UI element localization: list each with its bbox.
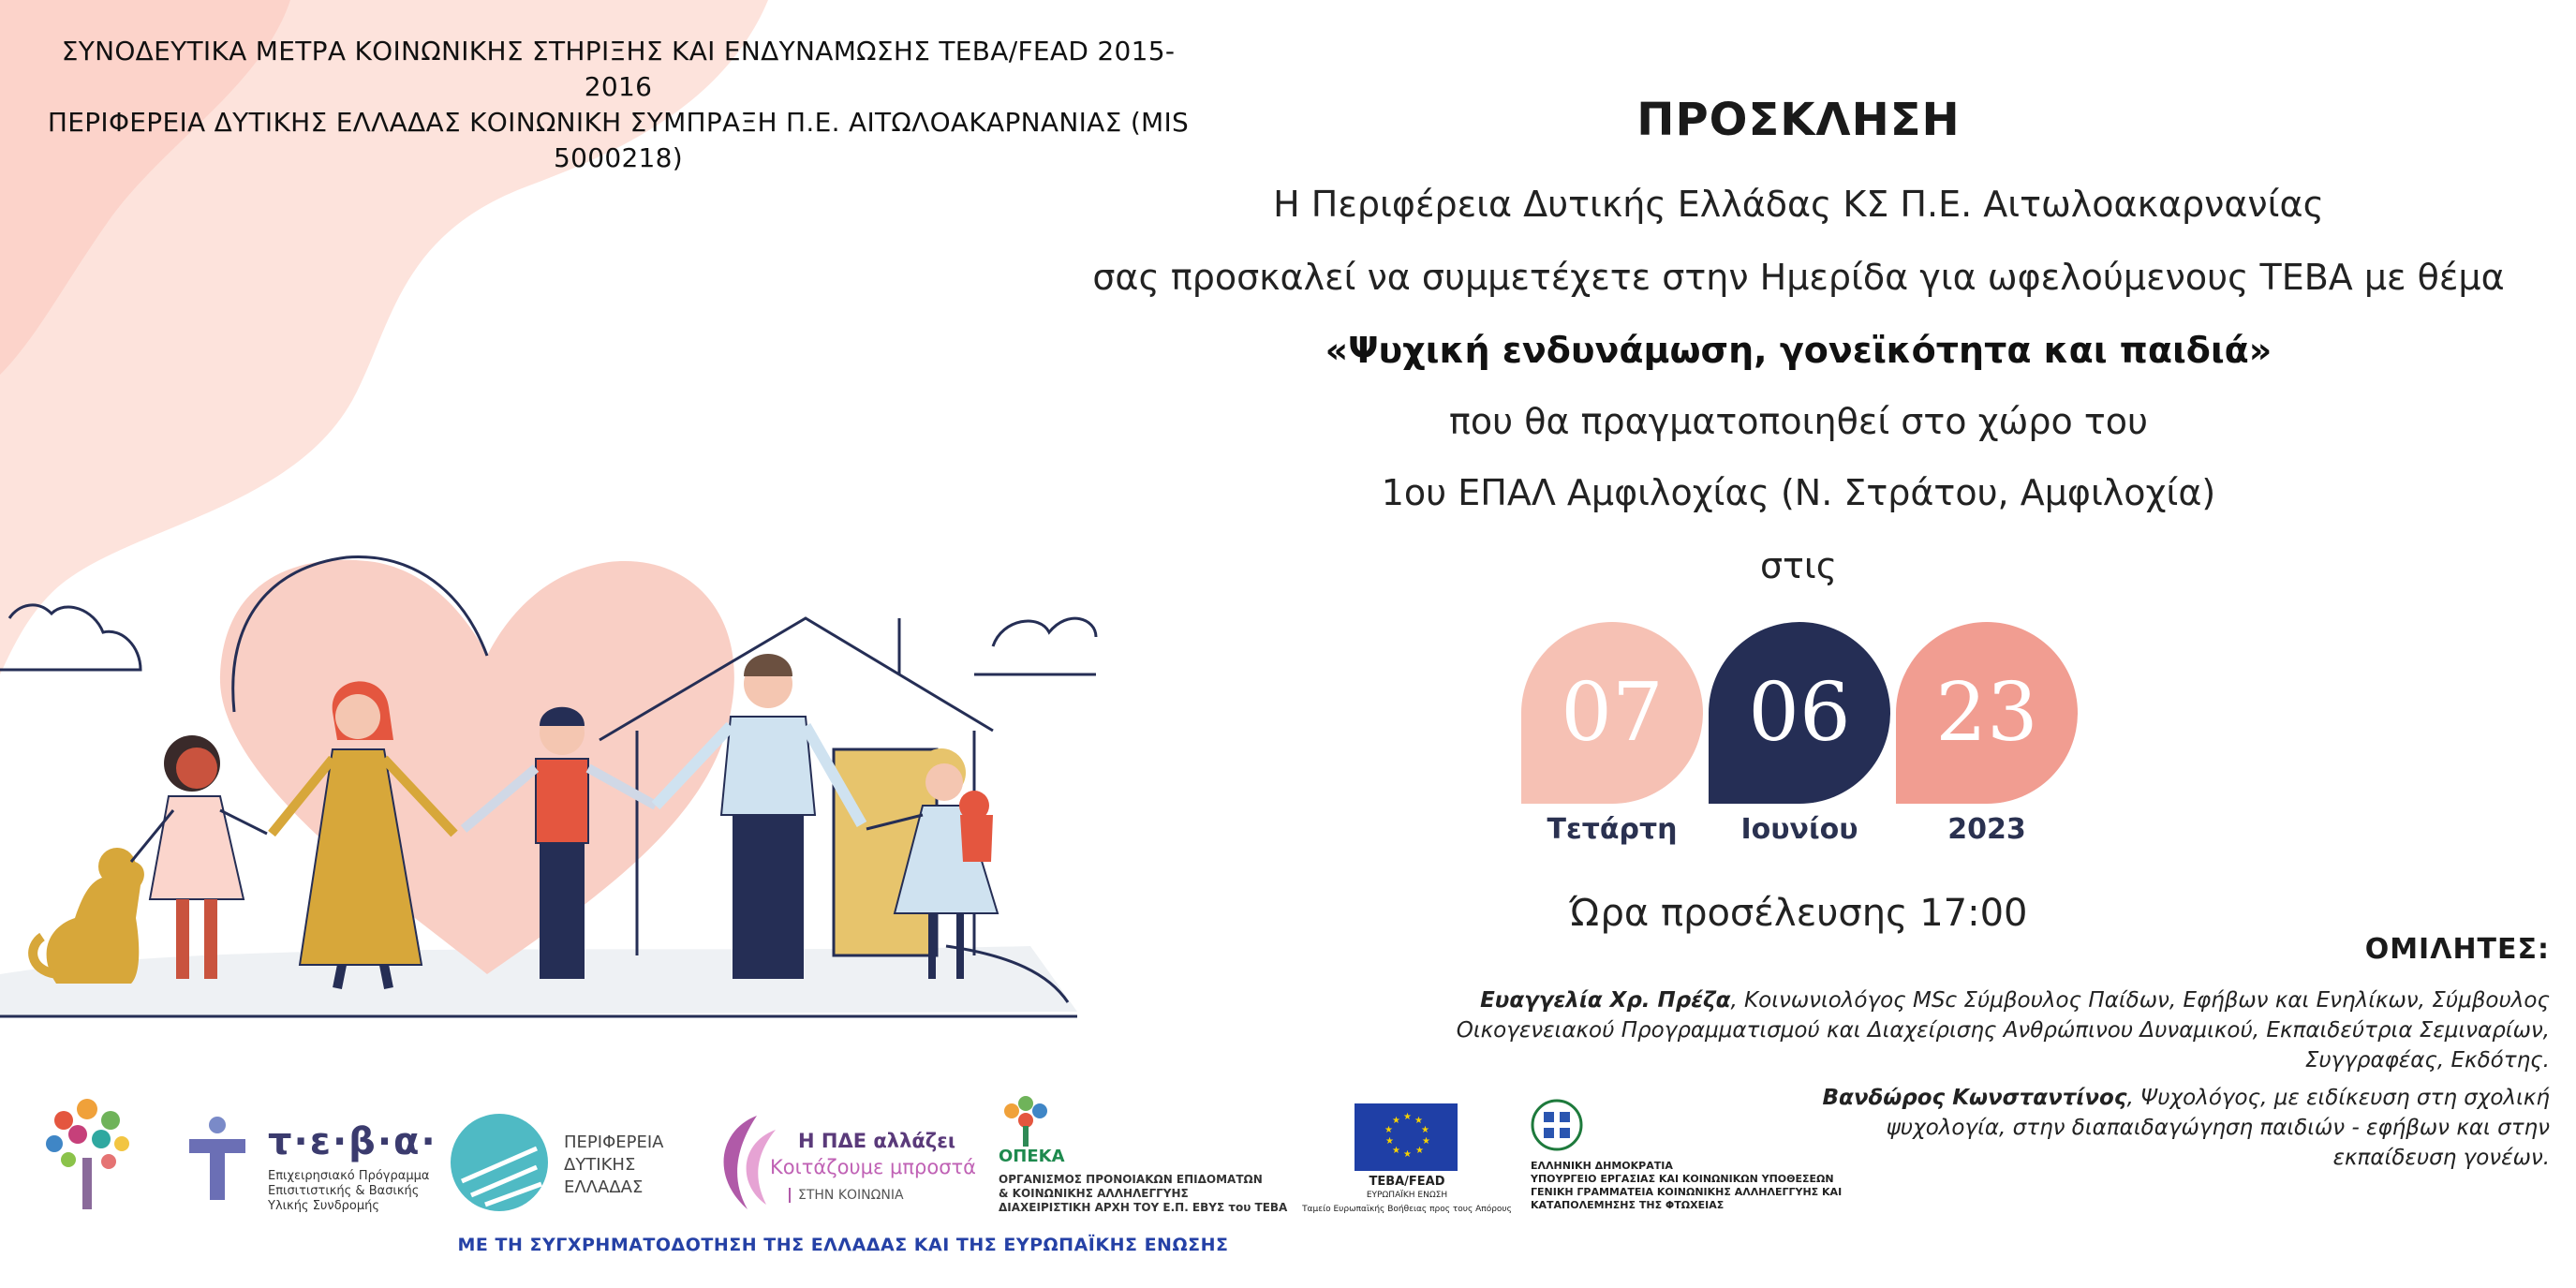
greek-text-4: ΚΑΤΑΠΟΛΕΜΗΣΗΣ ΤΗΣ ΦΤΩΧΕΙΑΣ [1531,1199,1725,1211]
speaker-2-desc-3: εκπαίδευση γονέων. [2332,1146,2550,1170]
eu-text-1: TEBA/FEAD [1369,1175,1445,1189]
region-logo-icon [448,1111,551,1214]
speaker-2-desc-2: ψυχολογία, στην διαπαιδαγώγηση παιδιών - εφήβων και στην [1886,1116,2550,1140]
arrival-time: Ώρα προσέλευσης 17:00 [1569,892,2028,935]
speaker-2-name: Βανδώρος Κωνσταντίνος [1822,1086,2127,1110]
svg-text:★: ★ [1385,1136,1394,1147]
date-month-label: Ιουνίου [1740,813,1858,846]
dog-figure [33,848,144,984]
speaker-1-desc-2: Οικογενειακού Προγραμματισμού και Διαχείρισης Ανθρώπινου Δυναμικού, Εκπαιδεύτρια Σεμιναρίων, [1456,1018,2550,1043]
speakers-title: ΟΜΙΛΗΤΕΣ: [2364,933,2550,966]
teba-wordmark: τ·ε·β·α· [268,1120,437,1163]
greek-text-3: ΓΕΝΙΚΗ ΓΡΑΜΜΑΤΕΙΑ ΚΟΙΝΩΝΙΚΗΣ ΑΛΛΗΛΕΓΓΥΗΣ ΚΑΙ [1531,1186,1843,1198]
heart-shape [220,560,734,974]
speaker-2-desc-1: , Ψυχολόγος, με ειδίκευση στη σχολική [2126,1086,2550,1110]
greek-emblem-icon [1531,1096,1583,1154]
svg-text:★: ★ [1421,1125,1429,1135]
eu-text [1295,1175,1519,1217]
speaker-1-desc-3: Συγγραφέας, Εκδότης. [2304,1048,2550,1073]
opeka-text-2: & ΚΟΙΝΩΝΙΚΗΣ ΑΛΛΗΛΕΓΓΥΗΣ [999,1187,1189,1200]
eu-flag-icon [1355,1103,1458,1171]
speaker-1-name: Ευαγγελία Χρ. Πρέζα [1480,988,1731,1013]
teba-sub-3: Υλικής Συνδρομής [268,1199,379,1213]
greek-text-2: ΥΠΟΥΡΓΕΙΟ ΕΡΓΑΣΙΑΣ ΚΑΙ ΚΟΙΝΩΝΙΚΩΝ ΥΠΟΘΕΣΕΩΝ [1531,1173,1834,1185]
invitation-line-3: που θα πραγματοποιηθεί στο χώρο του [1449,401,2148,442]
opeka-name: ΟΠΕΚΑ [999,1147,1065,1166]
svg-text:★: ★ [1392,1146,1400,1156]
invitation-line-2: σας προσκαλεί να συμμετέχετε στην Ημερίδα για ωφελούμενους ΤΕΒΑ με θέμα [1092,257,2505,298]
teba-sub-2: Επισιτιστικής & Βασικής [268,1184,420,1198]
header-line-2: ΠΕΡΙΦΕΡΕΙΑ ΔΥΤΙΚΗΣ ΕΛΛΑΔΑΣ ΚΟΙΝΩΝΙΚΗ ΣΥΜΠΡΑΞΗ Π.Ε. ΑΙΤΩΛΟΑΚΑΡΝΑΝΙΑΣ (MIS 5000218) [47,107,1190,173]
greek-text-1: ΕΛΛΗΝΙΚΗ ΔΗΜΟΚΡΑΤΙΑ [1531,1160,1673,1172]
date-year-box: 23 [1896,622,2078,804]
opeka-text-3: ΔΙΑΧΕΙΡΙΣΤΙΚΗ ΑΡΧΗ ΤΟΥ Ε.Π. ΕΒΥΣ του ΤΕΒΑ [999,1201,1288,1214]
greek-ministry-text [1531,1160,1842,1212]
girl-figure [131,735,267,979]
invitation-topic: «Ψυχική ενδυνάμωση, γονεϊκότητα και παιδιά» [1325,330,2273,371]
date-day-label: Τετάρτη [1547,813,1678,846]
eu-text-3: Ταμείο Ευρωπαϊκής Βοήθειας προς τους Απόρους [1302,1205,1512,1214]
date-day-box: 07 [1521,622,1703,804]
invitation-venue: 1ου ΕΠΑΛ Αμφιλοχίας (Ν. Στράτου, Αμφιλοχία) [1381,472,2216,513]
cloud-right [974,618,1096,674]
teba-subtitle [268,1169,429,1214]
svg-text:★: ★ [1414,1116,1423,1126]
region-text-2: ΔΥΤΙΚΗΣ [564,1155,636,1175]
opeka-text [999,1173,1287,1215]
speaker-1 [1369,985,2550,1075]
svg-text:★: ★ [1403,1112,1412,1122]
svg-text:★: ★ [1422,1136,1430,1147]
region-text-1: ΠΕΡΙΦΕΡΕΙΑ [564,1133,664,1152]
svg-text:★: ★ [1403,1149,1412,1160]
header-line-1: ΣΥΝΟΔΕΥΤΙΚΑ ΜΕΤΡΑ ΚΟΙΝΩΝΙΚΗΣ ΣΤΗΡΙΞΗΣ ΚΑΙ ΕΝΔΥΝΑΜΩΣΗΣ ΤΕΒΑ/FEAD 2015-2016 [61,36,1176,102]
date-year-label: 2023 [1947,813,2026,846]
pde-slogan-3: ΣΤΗΝ ΚΟΙΝΩΝΙΑ [789,1188,904,1203]
region-text-3: ΕΛΛΑΔΑΣ [564,1177,644,1197]
tree-logo-icon [36,1092,141,1214]
teba-sub-1: Επιχειρησιακό Πρόγραμμα [268,1169,430,1183]
svg-text:★: ★ [1415,1146,1424,1156]
program-header [37,34,1199,176]
opeka-text-1: ΟΡΓΑΝΙΣΜΟΣ ΠΡΟΝΟΙΑΚΩΝ ΕΠΙΔΟΜΑΤΩΝ [999,1173,1263,1186]
svg-text:★: ★ [1384,1125,1393,1135]
region-logo-text [564,1132,663,1199]
invitation-on: στις [1759,545,1838,586]
opeka-logo-icon [993,1092,1059,1148]
teba-logo-icon [170,1111,264,1214]
eu-text-2: ΕΥΡΩΠΑΪΚΗ ΕΝΩΣΗ [1366,1191,1448,1200]
speaker-1-desc-1: , Κοινωνιολόγος MSc Σύμβουλος Παίδων, Εφήβων και Ενηλίκων, Σύμβουλος [1730,988,2550,1013]
invitation-line-1: Η Περιφέρεια Δυτικής Ελλάδας ΚΣ Π.Ε. Αιτωλοακαρνανίας [1273,184,2324,225]
svg-text:★: ★ [1392,1116,1400,1126]
pde-slogan-1: Η ΠΔΕ αλλάζει [798,1130,956,1152]
invitation-title: ΠΡΟΣΚΛΗΣΗ [1636,94,1961,146]
date-month-box: 06 [1709,622,1890,804]
cofunding-footer: ΜΕ ΤΗ ΣΥΓΧΡΗΜΑΤΟΔΟΤΗΣΗ ΤΗΣ ΕΛΛΑΔΑΣ ΚΑΙ ΤΗΣ ΕΥΡΩΠΑΪΚΗΣ ΕΝΩΣΗΣ [457,1235,1229,1255]
pde-slogan-2: Κοιτάζουμε μπροστά [770,1156,976,1178]
